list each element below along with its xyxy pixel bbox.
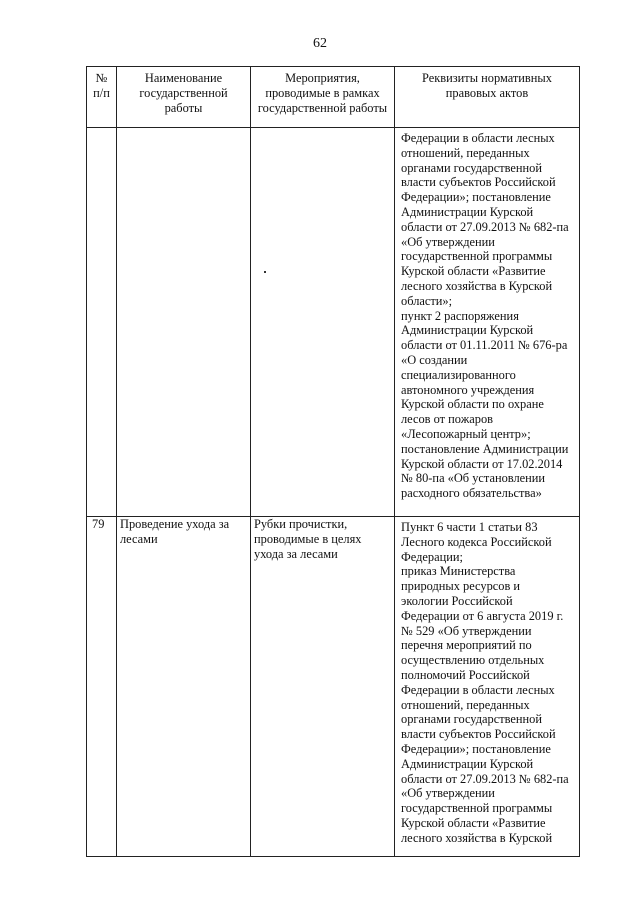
text-line: расходного обязательства» [401, 486, 542, 501]
text-line: власти субъектов Российской [401, 727, 556, 742]
text-line: осуществлению отдельных [401, 653, 545, 668]
header-num-line: п/п [93, 85, 110, 100]
text-line: приказ Министерства [401, 564, 516, 579]
text-line: Пункт 6 части 1 статьи 83 [401, 520, 538, 534]
text-line: экологии Российской [401, 593, 513, 608]
text-line: «О создании [401, 352, 468, 367]
text-line: отношений, переданных [401, 145, 530, 160]
cell-acts [395, 517, 580, 857]
text-line: постановление Администрации [401, 441, 569, 456]
text-line: пункт 2 распоряжения [401, 308, 519, 323]
text-line: «Об утверждении [401, 234, 495, 249]
text-line: природных ресурсов и [401, 579, 521, 594]
text-line: Рубки прочистки, [254, 517, 348, 531]
text-line: отношений, переданных [401, 697, 530, 712]
header-name-line: государственной [139, 85, 228, 100]
text-line: лесами [120, 531, 158, 546]
text-line: органами государственной [401, 712, 542, 727]
text-line: Курской области «Развитие [401, 815, 546, 830]
header-name-line: работы [164, 100, 203, 115]
text-line: органами государственной [401, 160, 542, 175]
text-line: ухода за лесами [254, 546, 338, 561]
text-line: области от 27.09.2013 № 682-па [401, 771, 569, 786]
table-row-continuation [87, 128, 580, 517]
cell-acts [395, 128, 580, 517]
text-line: Федерации в области лесных [401, 682, 555, 697]
header-events-line: Мероприятия, [285, 71, 360, 85]
header-events-line: проводимые в рамках [265, 85, 380, 100]
text-line: Администрации Курской [401, 204, 534, 219]
text-line: № 80-па «Об установлении [401, 471, 546, 486]
regulations-table [86, 66, 580, 857]
cell-events [251, 128, 395, 517]
text-line: государственной программы [401, 249, 553, 264]
stray-dot-mark [264, 271, 266, 273]
text-line: Федерации; [401, 549, 463, 564]
header-events [251, 67, 395, 128]
text-line: лесного хозяйства в Курской [401, 278, 553, 293]
text-line: области»; [401, 293, 453, 308]
header-num [87, 67, 117, 128]
cell-events [251, 517, 395, 857]
text-line: перечня мероприятий по [401, 638, 532, 653]
text-line: области от 01.11.2011 № 676-ра [401, 338, 568, 353]
text-line: «Об утверждении [401, 786, 495, 801]
text-line: Федерации»; постановление [401, 741, 551, 756]
text-line: государственной программы [401, 801, 553, 816]
page-number: 62 [313, 36, 327, 51]
text-line: Федерации»; постановление [401, 190, 551, 205]
text-line: Проведение ухода за [120, 517, 230, 531]
header-acts [395, 67, 580, 128]
text-line: лесов от пожаров [401, 412, 493, 427]
text-line: Администрации Курской [401, 756, 534, 771]
header-acts-line: правовых актов [445, 85, 529, 100]
text-line: Курской области «Развитие [401, 264, 546, 279]
table-row-79 [87, 517, 580, 857]
cell-name [117, 128, 251, 517]
text-line: специализированного [401, 367, 516, 382]
header-events-line: государственной работы [257, 100, 388, 115]
text-line: № 529 «Об утверждении [401, 623, 532, 638]
text-line: Администрации Курской [401, 323, 534, 338]
table-header-row [87, 67, 580, 128]
text-line: Федерации от 6 августа 2019 г. [401, 608, 564, 623]
text-line: проводимые в целях [254, 531, 362, 546]
header-acts-line: Реквизиты нормативных [422, 71, 552, 85]
text-line: полномочий Российской [401, 667, 530, 682]
header-name-line: Наименование [144, 71, 223, 85]
text-line: «Лесопожарный центр»; [401, 426, 531, 441]
cell-num [87, 128, 117, 517]
header-name [117, 67, 251, 128]
text-line: Курской области от 17.02.2014 [401, 456, 563, 471]
cell-name [117, 517, 251, 857]
cell-num: 79 [87, 517, 117, 857]
text-line: Курской области по охране [401, 397, 544, 412]
text-line: лесного хозяйства в Курской [401, 830, 553, 845]
text-line: автономного учреждения [401, 382, 535, 397]
text-line: области от 27.09.2013 № 682-па [401, 219, 569, 234]
text-line: Федерации в области лесных [401, 131, 555, 145]
text-line: власти субъектов Российской [401, 175, 556, 190]
header-num-line: № [95, 71, 108, 85]
text-line: Лесного кодекса Российской [401, 534, 552, 549]
